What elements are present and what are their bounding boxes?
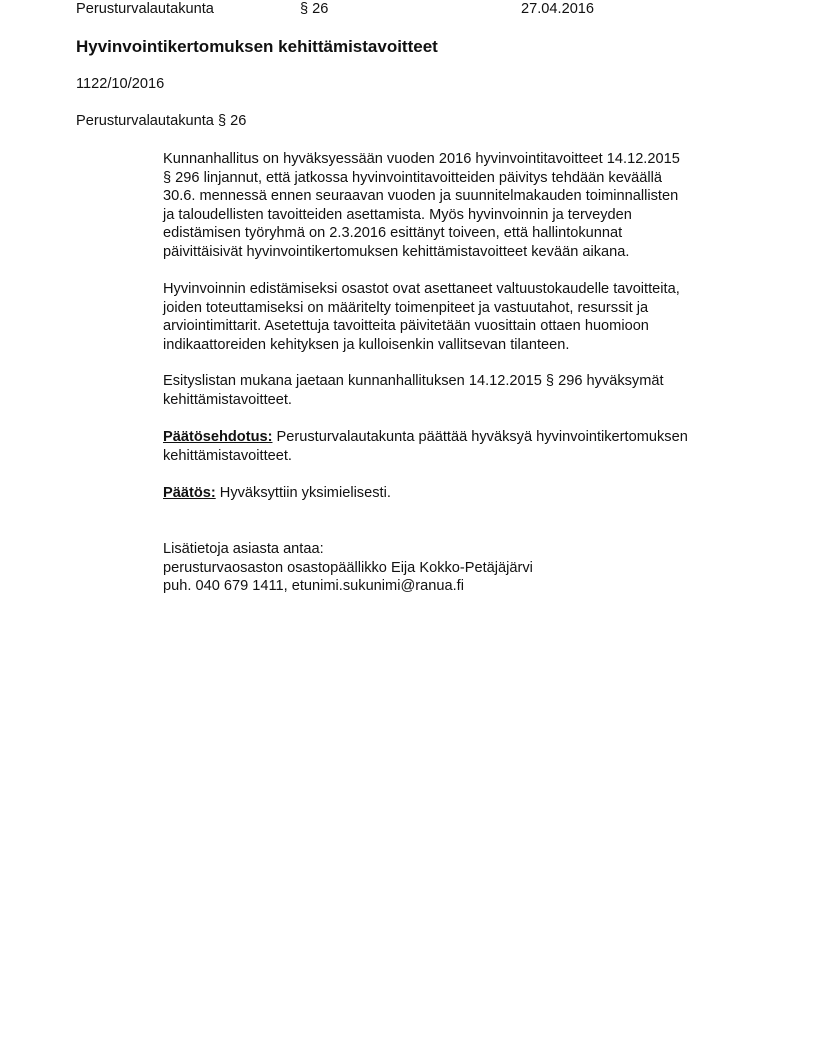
proposal-text-2: kehittämistavoitteet. (163, 447, 292, 464)
paragraph-2 (163, 280, 680, 354)
text-line: arviointimittarit. Asetettuja tavoitteita päivitetään vuosittain ottaen huomioon (163, 318, 649, 335)
decision-label: Päätös: (163, 485, 216, 501)
proposal-text: Perusturvalautakunta päättää hyväksyä hyvinvointikertomuksen (272, 429, 688, 445)
text-line: joiden toteuttamiseksi on määritelty toimenpiteet ja vastuutahot, resurssit ja (163, 299, 649, 316)
board-section: Perusturvalautakunta § 26 (76, 113, 247, 129)
proposal (163, 428, 688, 465)
contact-line: puh. 040 679 1411, etunimi.sukunimi@ranua.fi (163, 578, 464, 595)
text-line: Esityslistan mukana jaetaan kunnanhallituksen 14.12.2015 § 296 hyväksymät (163, 373, 664, 389)
text-line: 30.6. mennessä ennen seuraavan vuoden ja suunnitelmakauden toiminnallisten (163, 188, 679, 205)
contact-line: perusturvaosaston osastopäällikko Eija Kokko-Petäjäjärvi (163, 559, 533, 576)
text-line: kehittämistavoitteet. (163, 391, 292, 408)
paragraph-3 (163, 372, 664, 409)
decision-text: Hyväksyttiin yksimielisesti. (215, 485, 391, 501)
header-section: § 26 (300, 1, 329, 17)
text-line: edistämisen työryhmä on 2.3.2016 esittänyt toiveen, että hallintokunnat (163, 225, 623, 242)
contact-line: Lisätietoja asiasta antaa: (163, 541, 324, 557)
decision (163, 484, 391, 503)
contact-info (163, 540, 533, 596)
text-line: ja taloudellisten tavoitteiden asettamista. Myös hyvinvoinnin ja terveyden (163, 206, 632, 223)
text-line: Kunnanhallitus on hyväksyessään vuoden 2016 hyvinvointitavoitteet 14.12.2015 (163, 151, 680, 167)
header-board: Perusturvalautakunta (76, 1, 214, 17)
text-line: indikaattoreiden kehityksen ja kulloisenkin vallitsevan tilanteen. (163, 336, 570, 353)
header-date: 27.04.2016 (521, 1, 595, 17)
page-title: Hyvinvointikertomuksen kehittämistavoitteet (76, 37, 438, 56)
proposal-label: Päätösehdotus: (163, 429, 273, 445)
record-number: 1122/10/2016 (76, 76, 165, 92)
text-line: päivittäisivät hyvinvointikertomuksen kehittämistavoitteet kevään aikana. (163, 243, 630, 260)
text-line: Hyvinvoinnin edistämiseksi osastot ovat asettaneet valtuustokaudelle tavoitteita, (163, 281, 680, 297)
text-line: § 296 linjannut, että jatkossa hyvinvointitavoitteiden päivitys tehdään keväällä (163, 169, 662, 186)
paragraph-1 (163, 150, 680, 262)
